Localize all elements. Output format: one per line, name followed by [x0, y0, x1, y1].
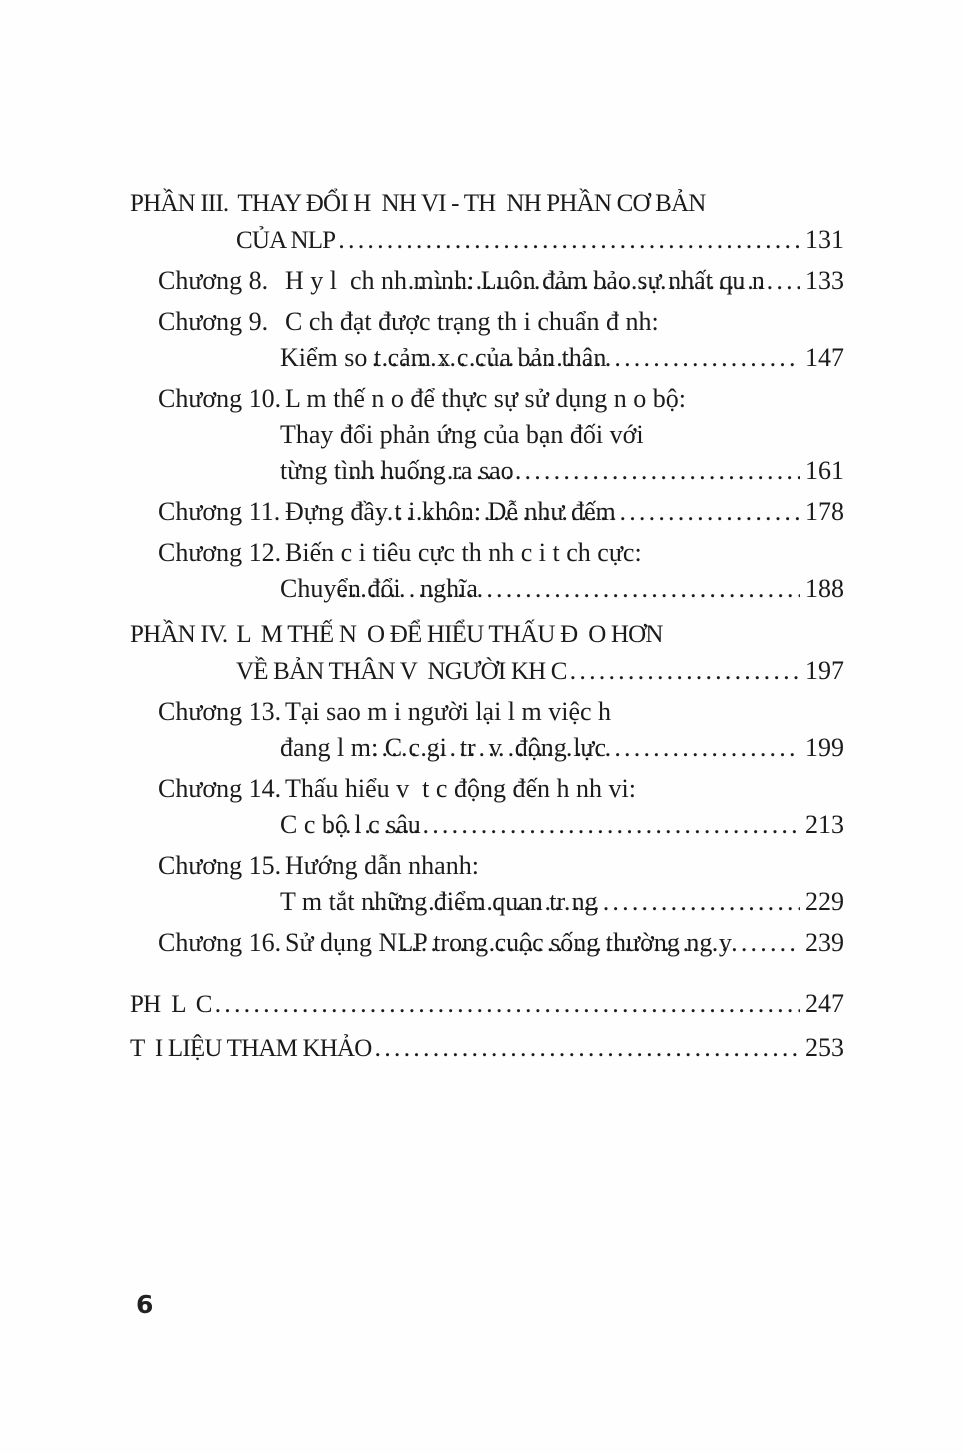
- toc-line: [130, 340, 844, 376]
- toc-chapter-entry: [130, 304, 844, 376]
- toc-line: [130, 494, 844, 530]
- footer-page-number: 6: [136, 1290, 154, 1319]
- table-of-contents: [130, 186, 844, 1074]
- toc-line: [130, 222, 844, 259]
- section-label: PHẦN IV.: [130, 621, 228, 648]
- toc-line: [130, 263, 844, 299]
- chapter-title-continued: T m tắt những điểm quan tr ng: [280, 887, 598, 916]
- page-number: 133: [805, 266, 844, 295]
- dot-leader: [408, 263, 800, 299]
- dot-leader: [370, 884, 800, 920]
- dot-leader: [377, 494, 800, 530]
- toc-line: [130, 986, 844, 1023]
- chapter-title-continued: Thay đổi phản ứng của bạn đối với: [280, 420, 644, 449]
- dot-leader: [372, 730, 800, 766]
- toc-chapter-entry: [130, 263, 844, 299]
- toc-line: [130, 1030, 844, 1067]
- chapter-title-continued: C c bộ l c sâu: [280, 810, 421, 839]
- toc-chapter-entry: [130, 925, 844, 961]
- chapter-label: Chương 11.: [158, 497, 281, 526]
- page-number: 247: [805, 989, 844, 1018]
- chapter-title: Hướng dẫn nhanh:: [285, 851, 479, 880]
- chapter-title: Biến c i tiêu cực th nh c i t ch cực:: [285, 538, 642, 567]
- chapter-label: Chương 9.: [158, 307, 269, 336]
- toc-section-entry: [130, 186, 844, 259]
- chapter-title: C ch đạt được trạng th i chuẩn đ nh:: [285, 307, 659, 336]
- chapter-title-continued: Kiểm so t cảm x c của bản thân: [280, 343, 607, 372]
- page-number: 253: [805, 1033, 844, 1062]
- chapter-label: Chương 13.: [158, 697, 282, 726]
- toc-line: [130, 381, 844, 417]
- chapter-title-continued: từng tình huống ra sao: [280, 456, 514, 485]
- toc-backmatter-entry: [130, 1030, 844, 1067]
- toc-chapter-entry: [130, 694, 844, 766]
- backmatter-title: PH L C: [130, 991, 212, 1018]
- section-title-continued: VỀ BẢN THÂN V NGƯỜI KH C: [236, 658, 567, 685]
- dot-leader: [401, 925, 800, 961]
- toc-chapter-entry: [130, 535, 844, 607]
- toc-line: [130, 304, 844, 340]
- toc-line: [130, 848, 844, 884]
- toc-chapter-entry: [130, 494, 844, 530]
- backmatter-title: T I LIỆU THAM KHẢO: [130, 1035, 372, 1062]
- toc-line: [130, 535, 844, 571]
- toc-line: [130, 571, 844, 607]
- chapter-label: Chương 14.: [158, 774, 282, 803]
- toc-backmatter-entry: [130, 986, 844, 1023]
- dot-leader: [341, 571, 800, 607]
- toc-line: [130, 617, 844, 653]
- toc-line: [130, 730, 844, 766]
- dot-leader: [375, 1030, 801, 1066]
- chapter-label: Chương 16.: [158, 928, 282, 957]
- dot-leader: [350, 453, 800, 489]
- chapter-title: Đựng đầy t i khôn: Dễ như đếm: [285, 497, 616, 526]
- dot-leader: [372, 340, 800, 376]
- page-number: 239: [805, 928, 844, 957]
- toc-line: [130, 417, 844, 453]
- dot-leader: [338, 222, 800, 258]
- toc-chapter-entry: [130, 381, 844, 489]
- toc-chapter-entry: [130, 848, 844, 920]
- toc-line: [130, 771, 844, 807]
- page-number: 229: [805, 887, 844, 916]
- chapter-label: Chương 12.: [158, 538, 282, 567]
- dot-leader: [215, 986, 800, 1022]
- chapter-title-continued: đang l m: C c gi tr v động lực: [280, 733, 607, 762]
- section-title: THAY ĐỔI H NH VI - TH NH PHẦN CƠ BẢN: [237, 190, 706, 217]
- page-number: 188: [805, 574, 844, 603]
- page-number: 199: [805, 733, 844, 762]
- page-number: 131: [805, 225, 844, 254]
- section-label: PHẦN III.: [130, 190, 229, 217]
- toc-line: [130, 694, 844, 730]
- page-number: 213: [805, 810, 844, 839]
- section-title-continued: CỦA NLP: [236, 227, 336, 254]
- chapter-title: Sử dụng NLP trong cuộc sống thường ng y: [285, 928, 732, 957]
- chapter-title: H y l ch nh mình: Luôn đảm bảo sự nhất qu n: [285, 266, 765, 295]
- chapter-title-continued: Chuyển đổi nghĩa: [280, 574, 478, 603]
- dot-leader: [326, 807, 800, 843]
- section-title: L M THẾ N O ĐỂ HIỂU THẤU Đ O HƠN: [236, 621, 663, 648]
- toc-line: [130, 453, 844, 489]
- page-number: 197: [805, 656, 844, 685]
- toc-line: [130, 807, 844, 843]
- chapter-label: Chương 8.: [158, 266, 269, 295]
- page-number: 161: [805, 456, 844, 485]
- chapter-title: Thấu hiểu v t c động đến h nh vi:: [285, 774, 636, 803]
- toc-line: [130, 653, 844, 690]
- chapter-label: Chương 10.: [158, 384, 282, 413]
- toc-line: [130, 925, 844, 961]
- chapter-label: Chương 15.: [158, 851, 282, 880]
- chapter-title: Tại sao m i người lại l m việc h: [285, 697, 612, 726]
- dot-leader: [570, 653, 800, 689]
- toc-line: [130, 884, 844, 920]
- page-number: 178: [805, 497, 844, 526]
- toc-chapter-entry: [130, 771, 844, 843]
- toc-line: [130, 186, 844, 222]
- page-number: 147: [805, 343, 844, 372]
- chapter-title: L m thế n o để thực sự sử dụng n o bộ:: [285, 384, 686, 413]
- toc-section-entry: [130, 617, 844, 690]
